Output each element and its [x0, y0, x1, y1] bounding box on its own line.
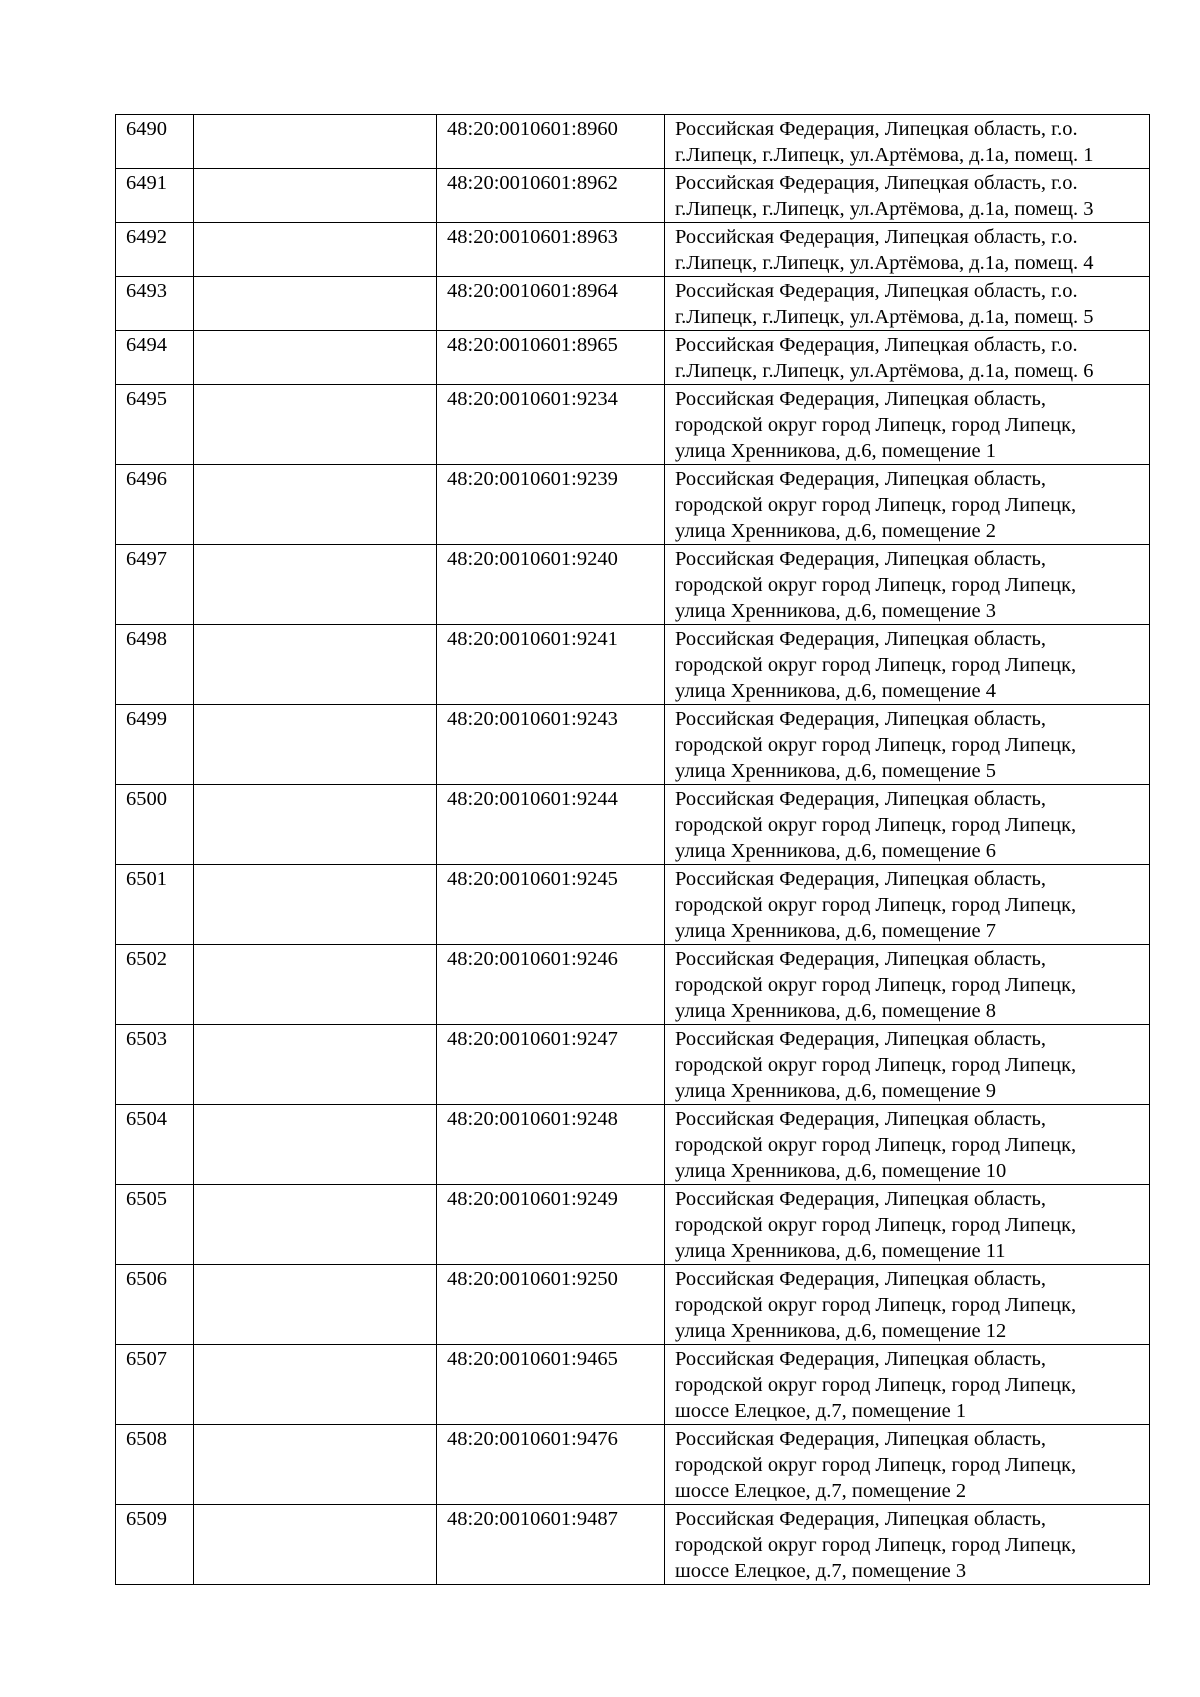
address-line: городской округ город Липецк, город Липецк, — [675, 734, 1077, 756]
address-cell — [665, 1505, 1150, 1585]
address-line: Российская Федерация, Липецкая область, г.о. — [675, 334, 1078, 356]
cadastral-number-cell: 48:20:0010601:9234 — [437, 385, 665, 465]
empty-cell — [194, 865, 437, 945]
cadastral-number-cell: 48:20:0010601:9249 — [437, 1185, 665, 1265]
empty-cell — [194, 1345, 437, 1425]
address-line: улица Хренникова, д.6, помещение 8 — [675, 1000, 996, 1022]
table-row — [116, 385, 1150, 465]
empty-cell — [194, 277, 437, 331]
cadastral-number-cell: 48:20:0010601:8963 — [437, 223, 665, 277]
address-line: шоссе Елецкое, д.7, помещение 1 — [675, 1400, 967, 1422]
cadastral-number-cell: 48:20:0010601:9246 — [437, 945, 665, 1025]
address-line: г.Липецк, г.Липецк, ул.Артёмова, д.1а, помещ. 5 — [675, 306, 1094, 328]
row-number-cell: 6503 — [116, 1025, 194, 1105]
empty-cell — [194, 785, 437, 865]
cadastral-number-cell: 48:20:0010601:9247 — [437, 1025, 665, 1105]
cadastral-number-cell: 48:20:0010601:9239 — [437, 465, 665, 545]
address-line: городской округ город Липецк, город Липецк, — [675, 1134, 1077, 1156]
address-cell — [665, 1425, 1150, 1505]
address-line: Российская Федерация, Липецкая область, — [675, 948, 1046, 970]
address-line: Российская Федерация, Липецкая область, — [675, 388, 1046, 410]
address-line: улица Хренникова, д.6, помещение 7 — [675, 920, 996, 942]
address-line: улица Хренникова, д.6, помещение 2 — [675, 520, 996, 542]
address-line: городской округ город Липецк, город Липецк, — [675, 1534, 1077, 1556]
table-body — [116, 115, 1150, 1585]
row-number-cell: 6493 — [116, 277, 194, 331]
address-cell — [665, 625, 1150, 705]
empty-cell — [194, 385, 437, 465]
address-line: Российская Федерация, Липецкая область, — [675, 1268, 1046, 1290]
address-line: г.Липецк, г.Липецк, ул.Артёмова, д.1а, помещ. 3 — [675, 198, 1094, 220]
cadastral-number-cell: 48:20:0010601:8962 — [437, 169, 665, 223]
table-row — [116, 1425, 1150, 1505]
cadastral-number-cell: 48:20:0010601:9476 — [437, 1425, 665, 1505]
address-cell — [665, 545, 1150, 625]
empty-cell — [194, 115, 437, 169]
address-cell — [665, 785, 1150, 865]
address-cell — [665, 277, 1150, 331]
row-number-cell: 6495 — [116, 385, 194, 465]
address-cell — [665, 1025, 1150, 1105]
table-row — [116, 465, 1150, 545]
address-line: Российская Федерация, Липецкая область, — [675, 868, 1046, 890]
table-row — [116, 865, 1150, 945]
cadastral-number-cell: 48:20:0010601:9243 — [437, 705, 665, 785]
address-line: Российская Федерация, Липецкая область, г.о. — [675, 226, 1078, 248]
address-line: городской округ город Липецк, город Липецк, — [675, 1054, 1077, 1076]
address-line: улица Хренникова, д.6, помещение 4 — [675, 680, 996, 702]
empty-cell — [194, 1425, 437, 1505]
table-row — [116, 115, 1150, 169]
address-line: городской округ город Липецк, город Липецк, — [675, 1454, 1077, 1476]
address-cell — [665, 1265, 1150, 1345]
cadastral-number-cell: 48:20:0010601:8960 — [437, 115, 665, 169]
table-row — [116, 1185, 1150, 1265]
address-line: городской округ город Липецк, город Липецк, — [675, 574, 1077, 596]
address-line: г.Липецк, г.Липецк, ул.Артёмова, д.1а, помещ. 4 — [675, 252, 1094, 274]
address-line: улица Хренникова, д.6, помещение 12 — [675, 1320, 1007, 1342]
address-line: Российская Федерация, Липецкая область, г.о. — [675, 280, 1078, 302]
table-row — [116, 169, 1150, 223]
empty-cell — [194, 1505, 437, 1585]
address-line: Российская Федерация, Липецкая область, — [675, 1428, 1046, 1450]
row-number-cell: 6500 — [116, 785, 194, 865]
table-row — [116, 277, 1150, 331]
empty-cell — [194, 945, 437, 1025]
table-row — [116, 223, 1150, 277]
property-registry-table — [115, 114, 1150, 1585]
table-row — [116, 785, 1150, 865]
empty-cell — [194, 625, 437, 705]
address-line: Российская Федерация, Липецкая область, — [675, 1028, 1046, 1050]
address-line: Российская Федерация, Липецкая область, — [675, 708, 1046, 730]
address-line: г.Липецк, г.Липецк, ул.Артёмова, д.1а, помещ. 6 — [675, 360, 1094, 382]
address-line: Российская Федерация, Липецкая область, — [675, 628, 1046, 650]
address-line: Российская Федерация, Липецкая область, — [675, 788, 1046, 810]
address-cell — [665, 705, 1150, 785]
row-number-cell: 6507 — [116, 1345, 194, 1425]
address-line: улица Хренникова, д.6, помещение 6 — [675, 840, 996, 862]
address-line: шоссе Елецкое, д.7, помещение 3 — [675, 1560, 967, 1582]
address-line: Российская Федерация, Липецкая область, — [675, 548, 1046, 570]
row-number-cell: 6504 — [116, 1105, 194, 1185]
cadastral-number-cell: 48:20:0010601:9240 — [437, 545, 665, 625]
table-row — [116, 1025, 1150, 1105]
empty-cell — [194, 1265, 437, 1345]
address-cell — [665, 331, 1150, 385]
address-cell — [665, 169, 1150, 223]
empty-cell — [194, 169, 437, 223]
table-row — [116, 625, 1150, 705]
empty-cell — [194, 705, 437, 785]
table-row — [116, 705, 1150, 785]
address-line: городской округ город Липецк, город Липецк, — [675, 974, 1077, 996]
row-number-cell: 6508 — [116, 1425, 194, 1505]
address-cell — [665, 223, 1150, 277]
address-line: городской округ город Липецк, город Липецк, — [675, 894, 1077, 916]
table-row — [116, 945, 1150, 1025]
table-row — [116, 331, 1150, 385]
address-line: улица Хренникова, д.6, помещение 3 — [675, 600, 996, 622]
empty-cell — [194, 545, 437, 625]
address-line: Российская Федерация, Липецкая область, г.о. — [675, 172, 1078, 194]
cadastral-number-cell: 48:20:0010601:9245 — [437, 865, 665, 945]
cadastral-number-cell: 48:20:0010601:9244 — [437, 785, 665, 865]
address-line: улица Хренникова, д.6, помещение 5 — [675, 760, 996, 782]
address-cell — [665, 1345, 1150, 1425]
cadastral-number-cell: 48:20:0010601:9487 — [437, 1505, 665, 1585]
row-number-cell: 6492 — [116, 223, 194, 277]
row-number-cell: 6497 — [116, 545, 194, 625]
table-row — [116, 1265, 1150, 1345]
address-line: шоссе Елецкое, д.7, помещение 2 — [675, 1480, 967, 1502]
row-number-cell: 6509 — [116, 1505, 194, 1585]
row-number-cell: 6491 — [116, 169, 194, 223]
row-number-cell: 6496 — [116, 465, 194, 545]
address-line: Российская Федерация, Липецкая область, — [675, 1108, 1046, 1130]
address-line: улица Хренникова, д.6, помещение 11 — [675, 1240, 1006, 1262]
address-cell — [665, 945, 1150, 1025]
cadastral-number-cell: 48:20:0010601:9250 — [437, 1265, 665, 1345]
row-number-cell: 6494 — [116, 331, 194, 385]
table-row — [116, 1105, 1150, 1185]
table-row — [116, 1505, 1150, 1585]
cadastral-number-cell: 48:20:0010601:9465 — [437, 1345, 665, 1425]
address-cell — [665, 1185, 1150, 1265]
address-line: городской округ город Липецк, город Липецк, — [675, 654, 1077, 676]
empty-cell — [194, 223, 437, 277]
address-cell — [665, 385, 1150, 465]
row-number-cell: 6506 — [116, 1265, 194, 1345]
address-line: Российская Федерация, Липецкая область, — [675, 1508, 1046, 1530]
cadastral-number-cell: 48:20:0010601:9241 — [437, 625, 665, 705]
empty-cell — [194, 1105, 437, 1185]
address-line: г.Липецк, г.Липецк, ул.Артёмова, д.1а, помещ. 1 — [675, 144, 1094, 166]
empty-cell — [194, 331, 437, 385]
address-line: улица Хренникова, д.6, помещение 1 — [675, 440, 996, 462]
address-cell — [665, 865, 1150, 945]
address-line: Российская Федерация, Липецкая область, — [675, 1188, 1046, 1210]
address-line: городской округ город Липецк, город Липецк, — [675, 1294, 1077, 1316]
row-number-cell: 6498 — [116, 625, 194, 705]
address-line: городской округ город Липецк, город Липецк, — [675, 414, 1077, 436]
row-number-cell: 6490 — [116, 115, 194, 169]
address-line: Российская Федерация, Липецкая область, — [675, 1348, 1046, 1370]
row-number-cell: 6501 — [116, 865, 194, 945]
address-line: Российская Федерация, Липецкая область, г.о. — [675, 118, 1078, 140]
address-cell — [665, 465, 1150, 545]
address-line: городской округ город Липецк, город Липецк, — [675, 1374, 1077, 1396]
empty-cell — [194, 1025, 437, 1105]
address-line: Российская Федерация, Липецкая область, — [675, 468, 1046, 490]
address-cell — [665, 1105, 1150, 1185]
address-line: городской округ город Липецк, город Липецк, — [675, 494, 1077, 516]
row-number-cell: 6502 — [116, 945, 194, 1025]
table-row — [116, 1345, 1150, 1425]
address-line: городской округ город Липецк, город Липецк, — [675, 1214, 1077, 1236]
cadastral-number-cell: 48:20:0010601:8965 — [437, 331, 665, 385]
empty-cell — [194, 465, 437, 545]
row-number-cell: 6499 — [116, 705, 194, 785]
table-row — [116, 545, 1150, 625]
cadastral-number-cell: 48:20:0010601:9248 — [437, 1105, 665, 1185]
cadastral-number-cell: 48:20:0010601:8964 — [437, 277, 665, 331]
empty-cell — [194, 1185, 437, 1265]
address-cell — [665, 115, 1150, 169]
address-line: городской округ город Липецк, город Липецк, — [675, 814, 1077, 836]
row-number-cell: 6505 — [116, 1185, 194, 1265]
address-line: улица Хренникова, д.6, помещение 9 — [675, 1080, 996, 1102]
address-line: улица Хренникова, д.6, помещение 10 — [675, 1160, 1007, 1182]
